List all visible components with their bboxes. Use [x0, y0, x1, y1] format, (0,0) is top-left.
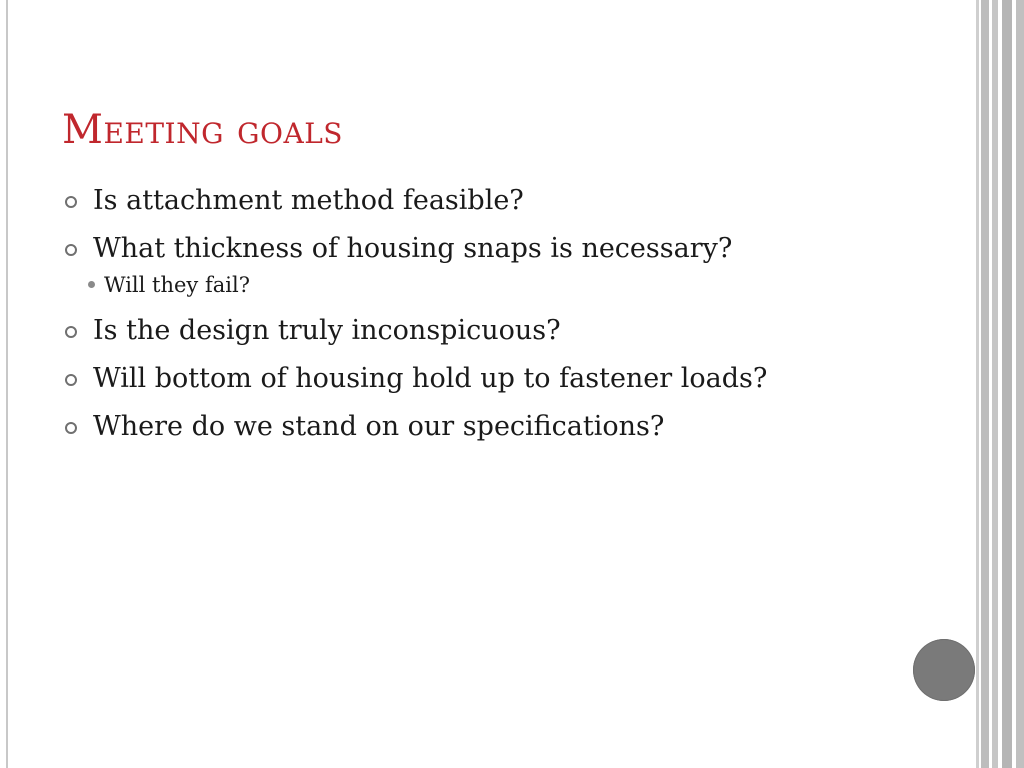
bullet-text: Is attachment method feasible? — [93, 185, 524, 216]
bullet-item — [62, 314, 922, 348]
bullet-text: Where do we stand on our specifications? — [93, 411, 665, 442]
open-circle-bullet-icon — [65, 422, 77, 434]
border-stripe — [981, 0, 989, 768]
sub-bullet-item — [62, 270, 922, 300]
open-circle-bullet-icon — [65, 244, 77, 256]
open-circle-bullet-icon — [65, 196, 77, 208]
filled-dot-bullet-icon — [88, 281, 95, 288]
bullet-item — [62, 184, 922, 218]
bullet-list — [62, 184, 922, 458]
bullet-item — [62, 232, 922, 266]
left-border-line — [6, 0, 8, 768]
border-stripe — [1016, 0, 1024, 768]
bullet-text: Will bottom of housing hold up to fastener loads? — [93, 363, 768, 394]
gray-circle-decoration — [913, 639, 975, 701]
bullet-text: What thickness of housing snaps is necessary? — [93, 233, 733, 264]
open-circle-bullet-icon — [65, 374, 77, 386]
bullet-item — [62, 410, 922, 444]
sub-bullet-text: Will they fail? — [104, 273, 250, 297]
open-circle-bullet-icon — [65, 326, 77, 338]
bullet-text: Is the design truly inconspicuous? — [93, 315, 561, 346]
border-stripe — [1002, 0, 1012, 768]
right-decorative-border — [976, 0, 1024, 768]
sub-list-container — [62, 270, 922, 300]
bullet-item — [62, 362, 922, 396]
sub-bullet-list — [62, 270, 922, 300]
slide-title: Meeting goals — [62, 107, 343, 153]
